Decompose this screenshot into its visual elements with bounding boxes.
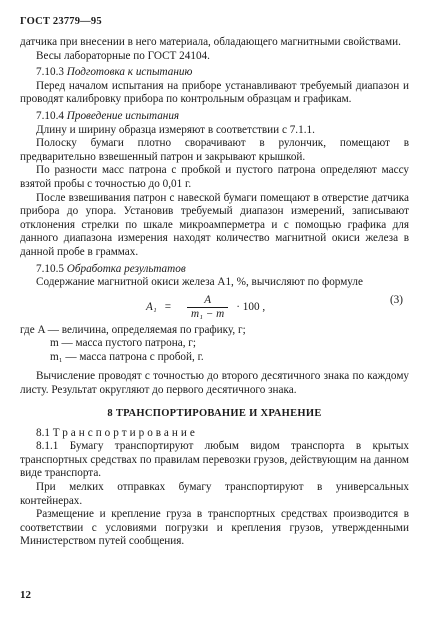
- subsection-title: Обработка результатов: [66, 262, 186, 275]
- equation-number: (3): [389, 293, 403, 306]
- page-number: 12: [20, 589, 31, 601]
- paragraph: Полоску бумаги плотно сворачивают в рулончик, помещают в предварительно взвешенный патрон и закрывают крышкой.: [20, 137, 409, 163]
- subsection-heading-7-10-4: [20, 110, 409, 124]
- formula-expression: [146, 294, 265, 322]
- subsection-number: 7.10.3: [36, 66, 64, 79]
- formula-fraction: [187, 294, 228, 322]
- subsection-heading-7-10-5: [20, 263, 409, 277]
- formula: [20, 292, 409, 320]
- paragraph: 8.1.1 Бумагу транспортируют любым видом транспорта в крытых транспортных средствах по правилам перевозки грузов, действующим на данном виде транспорта.: [20, 440, 409, 480]
- paragraph: Содержание магнитной окиси железа A1, %, вычисляют по формуле: [36, 276, 363, 289]
- paragraph: Перед началом испытания на приборе устанавливают требуемый диапазон и проводят калибровку прибора по контрольным образцам и графикам.: [20, 79, 409, 106]
- paragraph: Вычисление проводят с точностью до второго десятичного знака по каждому листу. Результат округляют до первого десятичного знака.: [20, 369, 409, 396]
- page-header: ГОСТ 23779—95: [20, 16, 102, 27]
- paragraph: По разности масс патрона с пробкой и пустого патрона определяют массу взятой пробы с точностью до 0,01 г.: [20, 164, 409, 190]
- section-title: 8 ТРАНСПОРТИРОВАНИЕ И ХРАНЕНИЕ: [107, 408, 322, 420]
- paragraph: После взвешивания патрон с навеской бумаги помещают в отверстие датчика прибора до упора. Установив требуемый диапазон измерений, записывают отклонения стрелки по шкале микроамперметра и с помощью графика для данного диапазона измерения находят количество магнитной окиси железа в данной пробе в граммах.: [20, 191, 409, 258]
- page-body: [20, 36, 409, 549]
- subsection-number: 8.1: [36, 426, 50, 439]
- formula-definitions: [20, 324, 409, 364]
- definition-item: m — масса пустого патрона, г;: [50, 337, 196, 350]
- subsection-title: Транспортирование: [52, 426, 198, 439]
- definition-item: m₁ — масса патрона с пробой, г.: [50, 350, 204, 363]
- formula-tail: · 100 ,: [236, 300, 266, 313]
- paragraph: Весы лабораторные по ГОСТ 24104.: [36, 49, 210, 62]
- paragraph: датчика при внесении в него материала, обладающего магнитными свойствами.: [20, 36, 401, 48]
- paragraph: При мелких отправках бумагу транспортируют в универсальных контейнерах.: [20, 481, 409, 507]
- formula-equals: =: [164, 300, 172, 313]
- definition-item: где A — величина, определяемая по графику, г;: [20, 323, 246, 336]
- subsection-heading-7-10-3: [20, 66, 409, 80]
- paragraph: Длину и ширину образца измеряют в соответствии с 7.1.1.: [36, 123, 315, 136]
- subsection-number: 7.10.5: [36, 262, 64, 275]
- formula-lhs: A₁: [146, 300, 157, 313]
- subsection-number: 7.10.4: [36, 109, 64, 122]
- subsection-title: Проведение испытания: [66, 109, 180, 122]
- subsection-heading-8-1: [20, 427, 409, 441]
- formula-denominator: m₁ − m: [187, 307, 228, 322]
- formula-numerator: A: [204, 293, 212, 306]
- subsection-title: Подготовка к испытанию: [66, 66, 193, 79]
- paragraph: Размещение и крепление груза в транспортных средствах производится в соответствии с условиями погрузки и крепления грузов, утвержденными Министерством путей сообщения.: [20, 508, 409, 548]
